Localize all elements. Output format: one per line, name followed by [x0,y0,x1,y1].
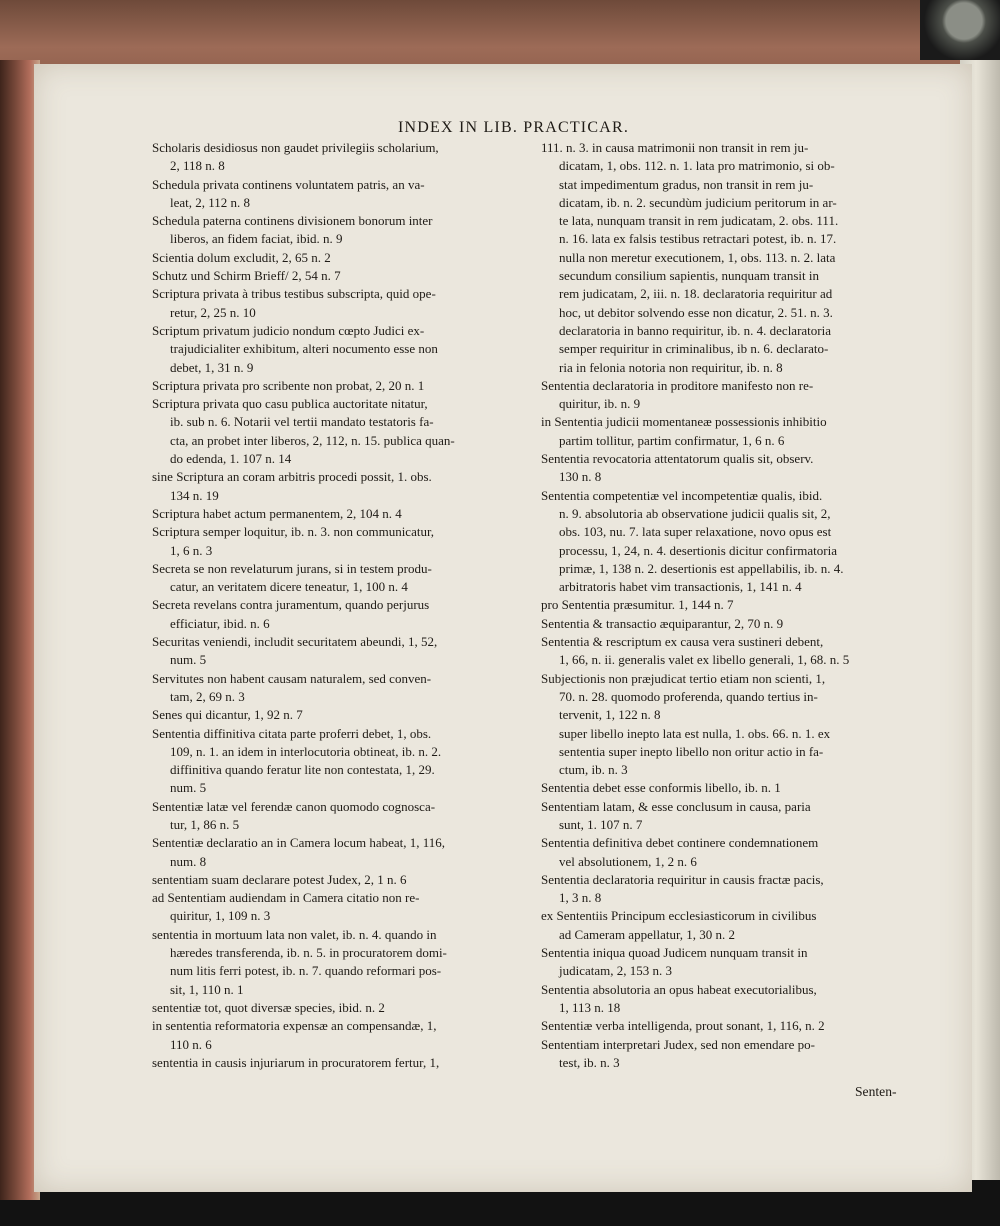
index-entry-line: declaratoria in banno requiritur, ib. n. 4. declaratoria [559,322,832,338]
index-entry [152,706,530,724]
index-entry-line: Servitutes non habent causam naturalem, sed conven- [152,670,432,686]
index-entry-line: Sententia competentiæ vel incompetentiæ qualis, ibid. [541,487,823,503]
index-entry-line: catur, an veritatem dicere teneatur, 1, 100 n. 4 [170,579,408,595]
index-entry-line: tur, 1, 86 n. 5 [170,816,240,832]
index-entry-line: num. 5 [170,780,207,796]
index-entry [152,596,530,633]
index-entry [152,999,530,1017]
index-entry-line: ib. sub n. 6. Notarii vel tertii mandato testatoris fa- [170,414,434,430]
index-entry [541,798,921,835]
index-entry-line: te lata, nunquam transit in rem judicatam, 2. obs. 111. [559,213,839,229]
index-entry [152,267,530,285]
index-entry-line: Scriptura habet actum permanentem, 2, 104 n. 4 [152,505,402,521]
index-entry-line: num. 5 [170,652,207,668]
index-entry-line: vel absolutionem, 1, 2 n. 6 [559,853,697,869]
index-entry-line: Sententia declaratoria in proditore manifesto non re- [541,377,814,393]
index-entry-line: Scholaris desidiosus non gaudet privilegiis scholarium, [152,140,439,155]
index-entry-line: test, ib. n. 3 [559,1054,620,1070]
index-entry-line: super libello inepto lata est nulla, 1. obs. 66. n. 1. ex [559,725,831,741]
index-entry-line: 130 n. 8 [559,469,602,485]
index-entry-line: Scriptura privata pro scribente non probat, 2, 20 n. 1 [152,377,425,393]
index-entry-line: Sententia definitiva debet continere condemnationem [541,835,819,851]
index-entry [541,596,921,614]
index-entry-line: tervenit, 1, 122 n. 8 [559,707,661,723]
index-entry-line: ria in felonia notoria non requiritur, ib. n. 8 [559,359,783,375]
index-entry [541,670,921,780]
index-entry-line: retur, 2, 25 n. 10 [170,304,256,320]
index-entry [541,834,921,871]
index-entry-line: Scriptura privata quo casu publica auctoritate nitatur, [152,396,428,412]
index-entry-line: Scriptura semper loquitur, ib. n. 3. non communicatur, [152,524,435,540]
index-entry-line: Schedula paterna continens divisionem bonorum inter [152,213,433,229]
index-entry-line: sententia in mortuum lata non valet, ib. n. 4. quando in [152,926,437,942]
index-entry-line: secundum consilium sapientis, nunquam transit in [559,268,819,284]
index-entry-line: Sententiam latam, & esse conclusum in causa, paria [541,798,811,814]
index-entry-line: do edenda, 1. 107 n. 14 [170,451,292,467]
index-entry-line: 2, 118 n. 8 [170,158,225,174]
index-entry-line: 1, 6 n. 3 [170,542,213,558]
index-entry-line: ad Cameram appellatur, 1, 30 n. 2 [559,926,736,942]
index-entry-line: sine Scriptura an coram arbitris procedi possit, 1. obs. [152,469,432,485]
index-entry-line: sententia in causis injuriarum in procuratorem fertur, 1, [152,1054,440,1070]
index-entry [152,1017,530,1054]
index-entry [152,212,530,249]
index-entry-line: ex Sententiis Principum ecclesiasticorum in civilibus [541,908,817,924]
index-entry-line: pro Sententia præsumitur. 1, 144 n. 7 [541,597,734,613]
index-entry-line: Sententia revocatoria attentatorum qualis sit, observ. [541,451,814,467]
index-entry [152,834,530,871]
index-entry-line: debet, 1, 31 n. 9 [170,359,254,375]
index-entry-line: trajudicialiter exhibitum, alteri nocumento esse non [170,341,438,357]
index-entry [152,871,530,889]
index-entry [152,798,530,835]
index-entry-line: 134 n. 19 [170,487,219,503]
index-entry [152,285,530,322]
index-entry-line: sunt, 1. 107 n. 7 [559,816,643,832]
index-entry-line: n. 9. absolutoria ab observatione judicii qualis sit, 2, [559,505,831,521]
index-entry-line: Sententia declaratoria requiritur in causis fractæ pacis, [541,871,824,887]
running-header: INDEX IN LIB. PRACTICAR. [398,119,630,136]
index-entry-line: efficiatur, ibid. n. 6 [170,615,270,631]
index-entry-line: diffinitiva quando feratur lite non contestata, 1, 29. [170,762,435,778]
index-entry-line: Sententia debet esse conformis libello, ib. n. 1 [541,780,781,796]
index-entry-line: 1, 66, n. ii. generalis valet ex libello generali, 1, 68. n. 5 [559,652,850,668]
index-entry-line: dicatam, 1, obs. 112. n. 1. lata pro matrimonio, si ob- [559,158,835,174]
index-entry [541,779,921,797]
index-entry [541,1017,921,1035]
index-entry [541,139,921,377]
index-entry-line: Sententia & rescriptum ex causa vera sustineri debent, [541,634,824,650]
index-entry [152,633,530,670]
index-entry [152,523,530,560]
index-entry-line: Schedula privata continens voluntatem patris, an va- [152,176,425,192]
index-entry [152,725,530,798]
index-column-right [541,139,921,1072]
index-entry [541,1036,921,1073]
index-entry-line: in Sententia judicii momentaneæ possessionis inhibitio [541,414,827,430]
index-entry [541,907,921,944]
index-entry-line: Senes qui dicantur, 1, 92 n. 7 [152,707,303,723]
index-entry-line: Sententiam interpretari Judex, sed non emendare po- [541,1036,815,1052]
index-entry [541,944,921,981]
index-entry-line: quiritur, 1, 109 n. 3 [170,908,271,924]
index-entry [152,505,530,523]
index-entry-line: sit, 1, 110 n. 1 [170,981,244,997]
catchword: Senten- [855,1084,897,1099]
index-entry-line: 70. n. 28. quomodo proferenda, quando tertius in- [559,688,818,704]
index-entry-line: Secreta se non revelaturum jurans, si in testem produ- [152,560,432,576]
index-entry-line: obs. 103, nu. 7. lata super relaxatione, novo opus est [559,524,832,540]
index-entry-line: stat impedimentum gradus, non transit in rem ju- [559,176,814,192]
index-entry-line: semper requiritur in criminalibus, ib n. 6. declarato- [559,341,829,357]
index-entry [152,468,530,505]
index-entry [541,450,921,487]
index-entry-line: partim tollitur, partim confirmatur, 1, 6 n. 6 [559,432,785,448]
index-entry-line: Scriptum privatum judicio nondum cœpto Judici ex- [152,322,425,338]
index-entry-line: num litis ferri potest, ib. n. 7. quando reformari pos- [170,963,442,979]
index-entry [541,377,921,414]
index-entry-line: num. 8 [170,853,207,869]
index-entry-line: n. 16. lata ex falsis testibus retractari potest, ib. n. 17. [559,231,837,247]
index-entry-line: Scriptura privata à tribus testibus subscripta, quid ope- [152,286,436,302]
index-entry-line: rem judicatam, 2, iii. n. 18. declaratoria requiritur ad [559,286,833,302]
index-entry-line: Securitas veniendi, includit securitatem abeundi, 1, 52, [152,634,438,650]
index-entry-line: ad Sententiam audiendam in Camera citatio non re- [152,890,420,906]
index-entry [541,487,921,597]
index-entry [541,633,921,670]
index-entry [152,395,530,468]
index-entry-line: liberos, an fidem faciat, ibid. n. 9 [170,231,343,247]
index-entry-line: judicatam, 2, 153 n. 3 [559,963,673,979]
index-entry-line: Schutz und Schirm Brieff/ 2, 54 n. 7 [152,268,341,284]
index-entry-line: leat, 2, 112 n. 8 [170,194,251,210]
clasp-icon [920,0,1000,60]
index-column-left [152,139,530,1072]
index-entry [541,981,921,1018]
index-entry [152,139,530,176]
index-entry [152,889,530,926]
index-entry-line: sententia super inepto libello non oritur actio in fa- [559,743,824,759]
index-entry-line: hæredes transferenda, ib. n. 5. in procuratorem domi- [170,945,447,961]
index-entry-line: Sententia absolutoria an opus habeat executorialibus, [541,981,817,997]
index-entry-line: 1, 113 n. 18 [559,999,621,1015]
index-entry-line: Secreta revelans contra juramentum, quando perjurus [152,597,430,613]
index-entry-line: hoc, ut debitor solvendo esse non dicatur, 2. 51. n. 3. [559,304,833,320]
index-entry [152,322,530,377]
index-entry-line: cta, an probet inter liberos, 2, 112, n. 15. publica quan- [170,432,455,448]
index-entry-line: Sententiæ latæ vel ferendæ canon quomodo cognosca- [152,798,436,814]
index-entry-line: tam, 2, 69 n. 3 [170,688,245,704]
index-entry [541,615,921,633]
index-entry-line: quiritur, ib. n. 9 [559,396,641,412]
index-entry [152,926,530,999]
index-entry [152,249,530,267]
index-entry [541,871,921,908]
index-entry-line: 109, n. 1. an idem in interlocutoria obtineat, ib. n. 2. [170,743,442,759]
index-entry [152,670,530,707]
index-entry-line: processu, 1, 24, n. 4. desertionis dicitur confirmatoria [559,542,837,558]
index-entry-line: ctum, ib. n. 3 [559,762,628,778]
index-entry [541,413,921,450]
index-entry-line: in sententia reformatoria expensæ an compensandæ, 1, [152,1018,437,1034]
index-entry-line: Subjectionis non præjudicat tertio etiam non scienti, 1, [541,670,826,686]
index-entry-line: 110 n. 6 [170,1036,212,1052]
index-entry-line: arbitratoris habet vim transactionis, 1, 141 n. 4 [559,579,802,595]
index-entry-line: Sententiæ declaratio an in Camera locum habeat, 1, 116, [152,835,446,851]
index-entry-line: nulla non meretur executionem, 1, obs. 113. n. 2. lata [559,249,836,265]
index-entry-line: sententiæ tot, quot diversæ species, ibid. n. 2 [152,999,385,1015]
index-entry-line: dicatam, ib. n. 2. secundùm judicium peritorum in ar- [559,194,837,210]
index-entry [152,560,530,597]
index-entry-line: 111. n. 3. in causa matrimonii non transit in rem ju- [541,140,809,155]
index-entry-line: sententiam suam declarare potest Judex, 2, 1 n. 6 [152,871,407,887]
index-entry-line: Sententia iniqua quoad Judicem nunquam transit in [541,945,808,961]
index-entry-line: 1, 3 n. 8 [559,890,602,906]
index-entry-line: Scientia dolum excludit, 2, 65 n. 2 [152,249,331,265]
index-entry [152,377,530,395]
index-entry-line: Sententia & transactio æquiparantur, 2, 70 n. 9 [541,615,784,631]
index-entry [152,176,530,213]
index-entry [152,1054,530,1072]
index-entry-line: Sententia diffinitiva citata parte proferri debet, 1, obs. [152,725,432,741]
index-entry-line: Sententiæ verba intelligenda, prout sonant, 1, 116, n. 2 [541,1018,825,1034]
index-entry-line: primæ, 1, 138 n. 2. desertionis est appellabilis, ib. n. 4. [559,560,844,576]
